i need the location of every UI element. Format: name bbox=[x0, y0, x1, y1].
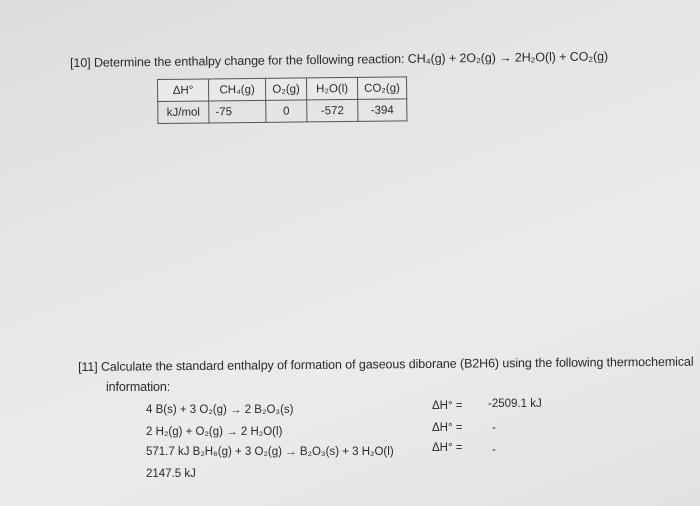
reaction-equation: CH₄(g) + 2O₂(g) → 2H₂O(l) + CO₂(g) bbox=[407, 49, 609, 66]
question-10 bbox=[70, 49, 608, 70]
enthalpy-table bbox=[157, 76, 407, 124]
trailing-value: 2147.5 kJ bbox=[146, 468, 196, 480]
question-11 bbox=[78, 355, 694, 374]
table-header-cell: CH₄(g) bbox=[209, 78, 266, 101]
table-header-cell: ΔH° bbox=[158, 79, 209, 102]
delta-h-value: - bbox=[492, 422, 496, 434]
table-row bbox=[158, 99, 407, 124]
table-header-cell: CO₂(g) bbox=[357, 77, 406, 100]
delta-h-label: ΔH° = bbox=[432, 400, 463, 412]
table-header-cell: O₂(g) bbox=[265, 78, 306, 100]
question-text-continued: information: bbox=[106, 380, 171, 394]
table-cell: -572 bbox=[307, 99, 358, 122]
table-cell: 0 bbox=[266, 100, 307, 122]
table-cell: -394 bbox=[358, 99, 407, 122]
table-header-cell: H₂O(l) bbox=[306, 77, 357, 100]
question-number: [11] bbox=[78, 359, 98, 374]
delta-h-label: ΔH° = bbox=[432, 422, 463, 434]
delta-h-label: ΔH° = bbox=[432, 442, 463, 454]
table-cell: -75 bbox=[209, 100, 266, 123]
table-cell: kJ/mol bbox=[158, 101, 209, 124]
table-header-row bbox=[158, 77, 407, 102]
question-text: Calculate the standard enthalpy of formation of gaseous diborane (B2H6) using the following thermochemical bbox=[100, 354, 694, 374]
reaction-equation: 571.7 kJ B₂H₆(g) + 3 O₂(g) → B₂O₃(s) + 3 H₂O(l) bbox=[146, 446, 394, 458]
reaction-equation: 4 B(s) + 3 O₂(g) → 2 B₂O₃(s) bbox=[146, 404, 294, 416]
question-text: Determine the enthalpy change for the following reaction: bbox=[93, 51, 405, 70]
reaction-equation: 2 H₂(g) + O₂(g) → 2 H₂O(l) bbox=[146, 426, 283, 438]
question-number: [10] bbox=[70, 55, 91, 70]
delta-h-value: - bbox=[492, 444, 496, 456]
delta-h-value: -2509.1 kJ bbox=[488, 398, 542, 410]
